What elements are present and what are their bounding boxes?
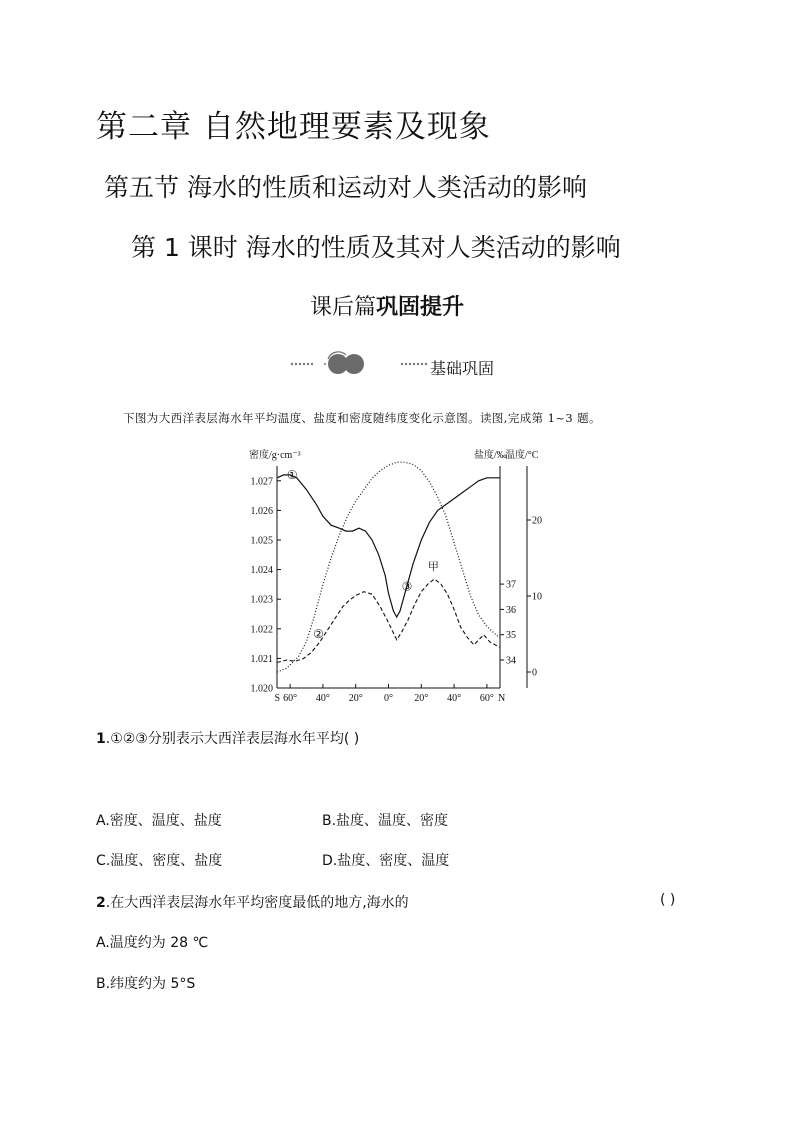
after-class-heading (310, 290, 464, 321)
density-tick-label: 1.027 (250, 476, 273, 488)
x-tick-label: N (498, 693, 506, 704)
x-tick-label: 40° (447, 693, 462, 704)
salinity-axis-title: 盐度/‰ (474, 450, 507, 461)
temperature-axis-title: 温度/°C (505, 450, 539, 461)
salinity-tick-label: 35 (506, 630, 516, 642)
annotation-1: ① (286, 467, 298, 482)
x-tick-label: 0° (384, 693, 393, 704)
salinity-tick-label: 34 (506, 655, 516, 667)
x-tick-label: 60° (479, 693, 494, 704)
x-tick-label: 20° (414, 693, 429, 704)
density-axis-title: 密度/g·cm⁻³ (249, 450, 301, 461)
question-2-number: 2 (96, 895, 106, 911)
question-1-option-b[interactable]: B.盐度、温度、密度 (322, 813, 449, 829)
temperature-tick-label: 0 (532, 667, 537, 679)
density-tick-label: 1.024 (250, 565, 273, 577)
annotation-3: ③ (401, 579, 413, 594)
after-class-prefix: 课后篇 (310, 295, 377, 320)
salinity-tick-label: 36 (506, 604, 516, 616)
question-1-option-d[interactable]: D.盐度、密度、温度 (322, 853, 450, 869)
atlantic-properties-chart (232, 444, 542, 704)
lesson-title: 第 1 课时 海水的性质及其对人类活动的影响 (131, 233, 621, 262)
x-tick-label: 60° (283, 693, 298, 704)
after-class-bold: 巩固提升 (376, 295, 465, 320)
density-series-line (277, 475, 500, 617)
temperature-tick-label: 10 (532, 591, 542, 603)
x-tick-label: 40° (315, 693, 330, 704)
x-tick-label: S (274, 693, 280, 704)
x-tick-label: 20° (348, 693, 363, 704)
question-2-answer-blank: ( ) (660, 892, 676, 908)
salinity-tick-label: 37 (506, 579, 516, 591)
annotation-2: ② (313, 626, 324, 641)
density-tick-label: 1.025 (250, 535, 273, 547)
density-tick-label: 1.020 (250, 683, 273, 695)
temperature-tick-label: 20 (532, 515, 542, 527)
section-divider-label: 基础巩固 (430, 359, 495, 378)
question-2-option-a[interactable]: A.温度约为 28 ℃ (96, 935, 209, 951)
question-1-option-c[interactable]: C.温度、密度、盐度 (96, 853, 223, 869)
annotation-jia: 甲 (427, 561, 439, 574)
density-tick-label: 1.021 (250, 653, 273, 665)
question-2 (96, 892, 409, 912)
question-1 (96, 728, 359, 748)
question-2-text: .在大西洋表层海水年平均密度最低的地方,海水的 (105, 895, 409, 911)
section-title: 第五节 海水的性质和运动对人类活动的影响 (104, 173, 587, 202)
intro-text: 下图为大西洋表层海水年平均温度、盐度和密度随纬度变化示意图。读图,完成第 1~3 题。 (123, 411, 601, 425)
density-tick-label: 1.022 (250, 624, 273, 636)
density-tick-label: 1.026 (250, 505, 273, 517)
question-1-option-a[interactable]: A.密度、温度、盐度 (96, 813, 222, 829)
temperature-series-line (277, 462, 500, 672)
density-tick-label: 1.023 (250, 594, 273, 606)
question-2-option-b[interactable]: B.纬度约为 5°S (96, 976, 196, 992)
question-1-text: .①②③分别表示大西洋表层海水年平均( ) (105, 731, 360, 747)
question-1-number: 1 (96, 731, 106, 747)
chapter-title: 第二章 自然地理要素及现象 (96, 109, 491, 145)
